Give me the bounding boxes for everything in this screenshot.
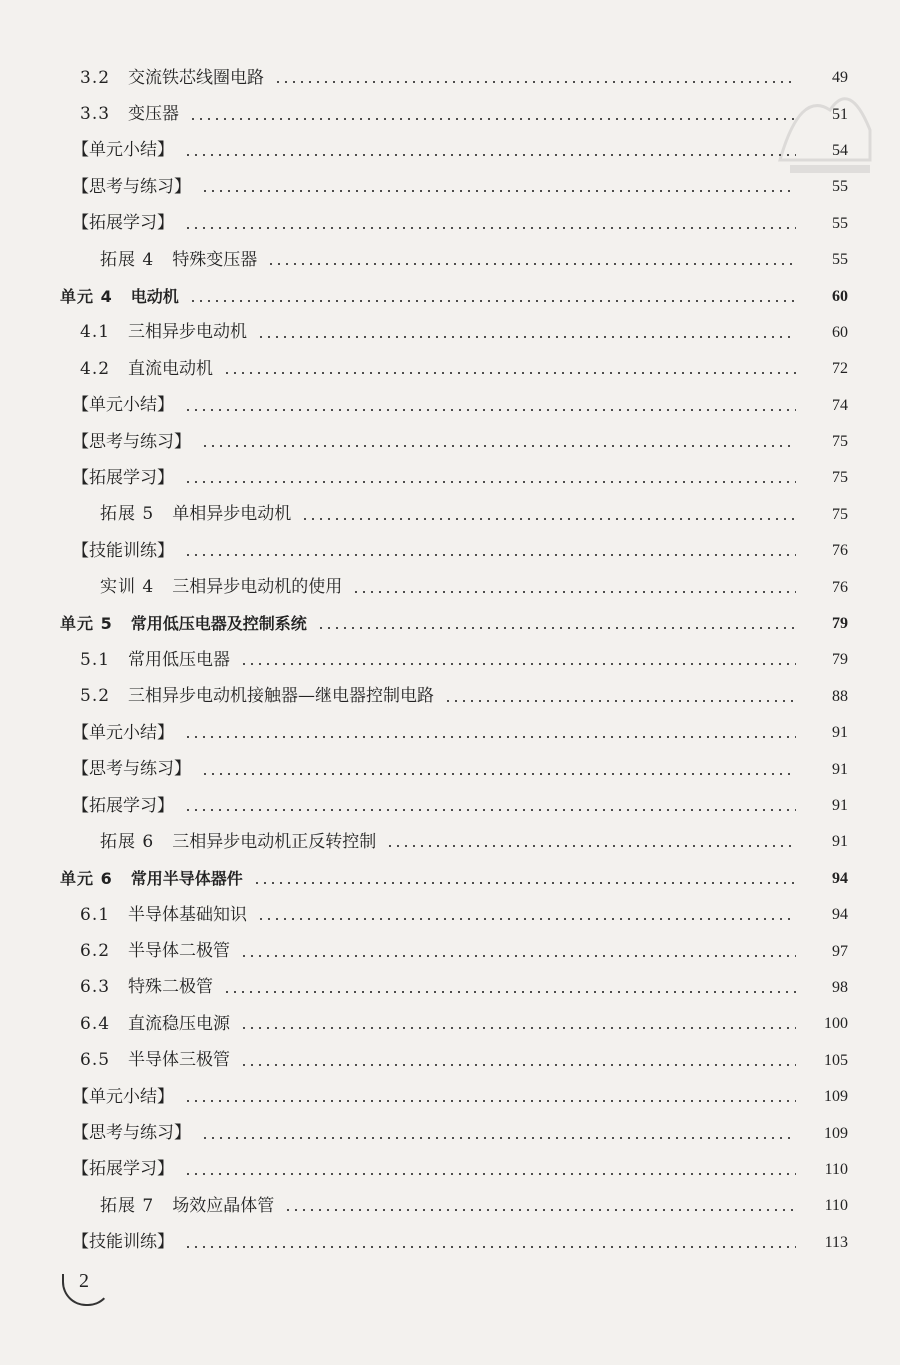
- toc-entry-title: [72, 467, 178, 488]
- toc-entry[interactable]: [0, 497, 900, 533]
- dot-leader: [184, 1246, 796, 1248]
- toc-entry-number: 单元 4: [60, 286, 113, 306]
- toc-entry-page: 54: [832, 141, 848, 159]
- toc-entry-number: 5.2: [80, 686, 111, 707]
- toc-entry-label: 三相异步电动机的使用: [172, 577, 343, 598]
- toc-entry-number: 拓展 4: [100, 249, 155, 270]
- toc-entry-number: 4.2: [80, 358, 111, 379]
- toc-entry-number: 单元 6: [60, 868, 113, 888]
- dot-leader: [184, 736, 796, 738]
- toc-entry-page: 94: [832, 906, 848, 924]
- toc-entry[interactable]: [0, 569, 900, 605]
- dot-leader: [184, 154, 796, 156]
- toc-entry[interactable]: [0, 460, 900, 496]
- toc-entry[interactable]: [0, 424, 900, 460]
- toc-entry-label: 【拓展学习】: [72, 213, 174, 234]
- toc-entry-label: 【单元小结】: [72, 722, 174, 743]
- toc-entry[interactable]: [0, 1115, 900, 1151]
- toc-entry[interactable]: [0, 351, 900, 387]
- toc-entry-label: 【思考与练习】: [72, 431, 191, 452]
- toc-entry-label: 【思考与练习】: [72, 759, 191, 780]
- toc-entry-number: 6.3: [80, 977, 111, 998]
- dot-leader: [189, 300, 796, 302]
- dot-leader: [240, 663, 796, 665]
- toc-entry-title: [80, 324, 251, 341]
- toc-entry-page: 76: [832, 578, 848, 596]
- toc-entry-label: 三相异步电动机: [128, 322, 248, 343]
- toc-entry-label: 直流电动机: [128, 358, 214, 379]
- dot-leader: [267, 263, 796, 265]
- toc-entry-page: 98: [832, 978, 848, 996]
- toc-entry-page: 60: [832, 323, 848, 341]
- toc-entry-title: [72, 722, 178, 743]
- dot-leader: [317, 627, 796, 629]
- toc-entry-label: 常用半导体器件: [130, 868, 243, 888]
- toc-entry-page: 91: [832, 833, 848, 851]
- toc-entry-page: 55: [832, 214, 848, 232]
- toc-entry-page: 79: [832, 615, 848, 633]
- dot-leader: [274, 81, 796, 83]
- dot-leader: [240, 955, 796, 957]
- toc-entry-title: [80, 358, 217, 379]
- toc-entry-title: [80, 1052, 234, 1069]
- table-of-contents: [0, 60, 900, 1261]
- toc-entry-number: 4.1: [80, 322, 111, 343]
- dot-leader: [184, 227, 796, 229]
- toc-entry-page: 75: [832, 505, 848, 523]
- dot-leader: [184, 409, 796, 411]
- toc-entry-page: 91: [832, 724, 848, 742]
- toc-entry-number: 单元 5: [60, 614, 113, 634]
- toc-entry[interactable]: [0, 861, 900, 897]
- dot-leader: [284, 1209, 796, 1211]
- toc-entry-title: [80, 979, 217, 996]
- toc-entry-title: [80, 1013, 234, 1034]
- toc-entry-number: 3.3: [80, 104, 111, 125]
- toc-entry[interactable]: [0, 679, 900, 715]
- toc-entry-number: 6.1: [80, 904, 111, 925]
- toc-entry-title: [72, 431, 195, 452]
- toc-entry-page: 76: [832, 542, 848, 560]
- toc-entry-label: 【拓展学习】: [72, 467, 174, 488]
- toc-entry-title: [60, 868, 247, 888]
- toc-entry-page: 51: [832, 105, 848, 123]
- toc-entry[interactable]: [0, 315, 900, 351]
- toc-entry-page: 97: [832, 942, 848, 960]
- dot-leader: [184, 1100, 796, 1102]
- toc-entry-title: [80, 688, 438, 705]
- toc-entry[interactable]: [0, 1188, 900, 1224]
- toc-entry-title: [80, 649, 234, 670]
- toc-entry-label: 【单元小结】: [72, 1086, 174, 1107]
- toc-entry-title: [72, 1125, 195, 1142]
- toc-entry[interactable]: [0, 642, 900, 678]
- toc-entry[interactable]: [0, 278, 900, 314]
- toc-entry-label: 【单元小结】: [72, 140, 174, 161]
- toc-entry[interactable]: [0, 751, 900, 787]
- dot-leader: [223, 372, 796, 374]
- toc-entry-page: 109: [824, 1088, 848, 1106]
- toc-entry[interactable]: [0, 1006, 900, 1042]
- toc-entry[interactable]: [0, 1152, 900, 1188]
- toc-entry-label: 【技能训练】: [72, 1232, 174, 1253]
- toc-entry-label: 直流稳压电源: [128, 1013, 231, 1034]
- dot-leader: [184, 1173, 796, 1175]
- toc-entry-number: 5.1: [80, 649, 111, 670]
- dot-leader: [240, 1027, 796, 1029]
- toc-entry-page: 113: [824, 1233, 848, 1251]
- toc-entry[interactable]: [0, 169, 900, 205]
- toc-entry-number: 拓展 7: [100, 1195, 155, 1216]
- toc-entry-label: 特殊二极管: [128, 977, 214, 998]
- dot-leader: [240, 1064, 796, 1066]
- toc-entry-label: 【单元小结】: [72, 395, 174, 416]
- dot-leader: [201, 773, 796, 775]
- toc-entry[interactable]: [0, 133, 900, 169]
- toc-entry[interactable]: [0, 933, 900, 969]
- toc-entry-number: 6.2: [80, 941, 111, 962]
- dot-leader: [184, 481, 796, 483]
- toc-entry-label: 特殊变压器: [172, 249, 258, 270]
- toc-entry[interactable]: [0, 1043, 900, 1079]
- toc-entry-title: [80, 904, 251, 925]
- toc-entry-page: 88: [832, 687, 848, 705]
- toc-entry-page: 109: [824, 1124, 848, 1142]
- dot-leader: [184, 554, 796, 556]
- toc-entry[interactable]: [0, 715, 900, 751]
- toc-entry-label: 半导体三极管: [128, 1050, 231, 1071]
- toc-entry[interactable]: [0, 606, 900, 642]
- toc-entry-label: 半导体基础知识: [128, 904, 248, 925]
- toc-entry-page: 75: [832, 433, 848, 451]
- toc-entry-title: [100, 579, 346, 596]
- dot-leader: [386, 845, 796, 847]
- toc-entry[interactable]: [0, 970, 900, 1006]
- dot-leader: [223, 991, 796, 993]
- toc-entry-label: 常用低压电器及控制系统: [130, 614, 307, 634]
- toc-entry-label: 【拓展学习】: [72, 795, 174, 816]
- dot-leader: [201, 445, 796, 447]
- page-number: 2: [79, 1270, 89, 1292]
- toc-entry-page: 55: [832, 178, 848, 196]
- toc-entry-page: 49: [832, 69, 848, 87]
- toc-entry[interactable]: [0, 1225, 900, 1261]
- toc-entry-page: 110: [824, 1197, 848, 1215]
- toc-entry-page: 94: [832, 869, 848, 887]
- toc-entry-title: [80, 106, 183, 123]
- toc-entry[interactable]: [0, 897, 900, 933]
- toc-entry-title: [60, 286, 183, 306]
- toc-entry-title: [80, 943, 234, 960]
- toc-entry[interactable]: [0, 824, 900, 860]
- dot-leader: [201, 1137, 796, 1139]
- toc-entry-title: [100, 1195, 278, 1216]
- toc-entry-page: 74: [832, 396, 848, 414]
- toc-entry-title: [72, 397, 178, 414]
- toc-entry-label: 【思考与练习】: [72, 176, 191, 197]
- toc-entry-title: [72, 1234, 178, 1251]
- toc-entry-label: 【技能训练】: [72, 540, 174, 561]
- dot-leader: [189, 118, 796, 120]
- toc-entry-number: 6.4: [80, 1013, 111, 1034]
- toc-entry-label: 三相异步电动机接触器—继电器控制电路: [128, 686, 435, 707]
- toc-entry-number: 6.5: [80, 1050, 111, 1071]
- toc-entry-number: 拓展 5: [100, 504, 155, 525]
- toc-entry-title: [80, 67, 268, 88]
- toc-entry-title: [100, 249, 261, 270]
- toc-entry-label: 三相异步电动机正反转控制: [172, 831, 377, 852]
- toc-entry-label: 常用低压电器: [128, 649, 231, 670]
- dot-leader: [352, 591, 796, 593]
- toc-entry-number: 3.2: [80, 67, 111, 88]
- toc-entry-label: 电动机: [130, 286, 179, 306]
- toc-entry-page: 91: [832, 797, 848, 814]
- toc-entry-title: [100, 831, 380, 852]
- toc-entry-title: [72, 1161, 178, 1178]
- toc-entry-page: 60: [832, 287, 848, 305]
- toc-entry-title: [60, 616, 311, 632]
- toc-entry-title: [72, 761, 195, 778]
- toc-entry-label: 【思考与练习】: [72, 1123, 191, 1144]
- toc-entry-label: 场效应晶体管: [172, 1195, 275, 1216]
- toc-entry-title: [72, 540, 178, 561]
- toc-entry-page: 72: [832, 360, 848, 378]
- toc-entry-label: 交流铁芯线圈电路: [128, 67, 265, 88]
- dot-leader: [257, 918, 796, 920]
- toc-entry-title: [72, 142, 178, 159]
- toc-entry-label: 半导体二极管: [128, 941, 231, 962]
- toc-entry-page: 100: [824, 1015, 848, 1033]
- toc-entry-title: [72, 176, 195, 197]
- toc-entry-label: 变压器: [128, 104, 180, 125]
- toc-entry-label: 【拓展学习】: [72, 1159, 174, 1180]
- toc-entry[interactable]: [0, 1079, 900, 1115]
- toc-entry[interactable]: [0, 788, 900, 824]
- page-number-badge: [62, 1270, 112, 1310]
- dot-leader: [201, 190, 796, 192]
- toc-entry-title: [100, 506, 295, 523]
- toc-entry[interactable]: [0, 533, 900, 569]
- toc-entry-label: 单相异步电动机: [172, 504, 292, 525]
- toc-entry-title: [72, 215, 178, 232]
- dot-leader: [301, 518, 796, 520]
- toc-entry-page: 105: [824, 1051, 848, 1069]
- toc-entry-page: 91: [832, 760, 848, 778]
- toc-entry-page: 75: [832, 469, 848, 487]
- toc-entry[interactable]: [0, 60, 900, 96]
- toc-entry-number: 实训 4: [100, 577, 155, 598]
- dot-leader: [444, 700, 796, 702]
- dot-leader: [257, 336, 796, 338]
- toc-entry-page: 79: [832, 651, 848, 669]
- toc-entry-title: [72, 1086, 178, 1107]
- toc-entry-page: 55: [832, 251, 848, 269]
- toc-entry[interactable]: [0, 96, 900, 132]
- dot-leader: [184, 809, 796, 811]
- toc-entry[interactable]: [0, 242, 900, 278]
- toc-entry[interactable]: [0, 388, 900, 424]
- toc-entry-page: 110: [824, 1160, 848, 1178]
- toc-entry-title: [72, 795, 178, 816]
- dot-leader: [253, 882, 796, 884]
- toc-entry[interactable]: [0, 206, 900, 242]
- toc-entry-number: 拓展 6: [100, 831, 155, 852]
